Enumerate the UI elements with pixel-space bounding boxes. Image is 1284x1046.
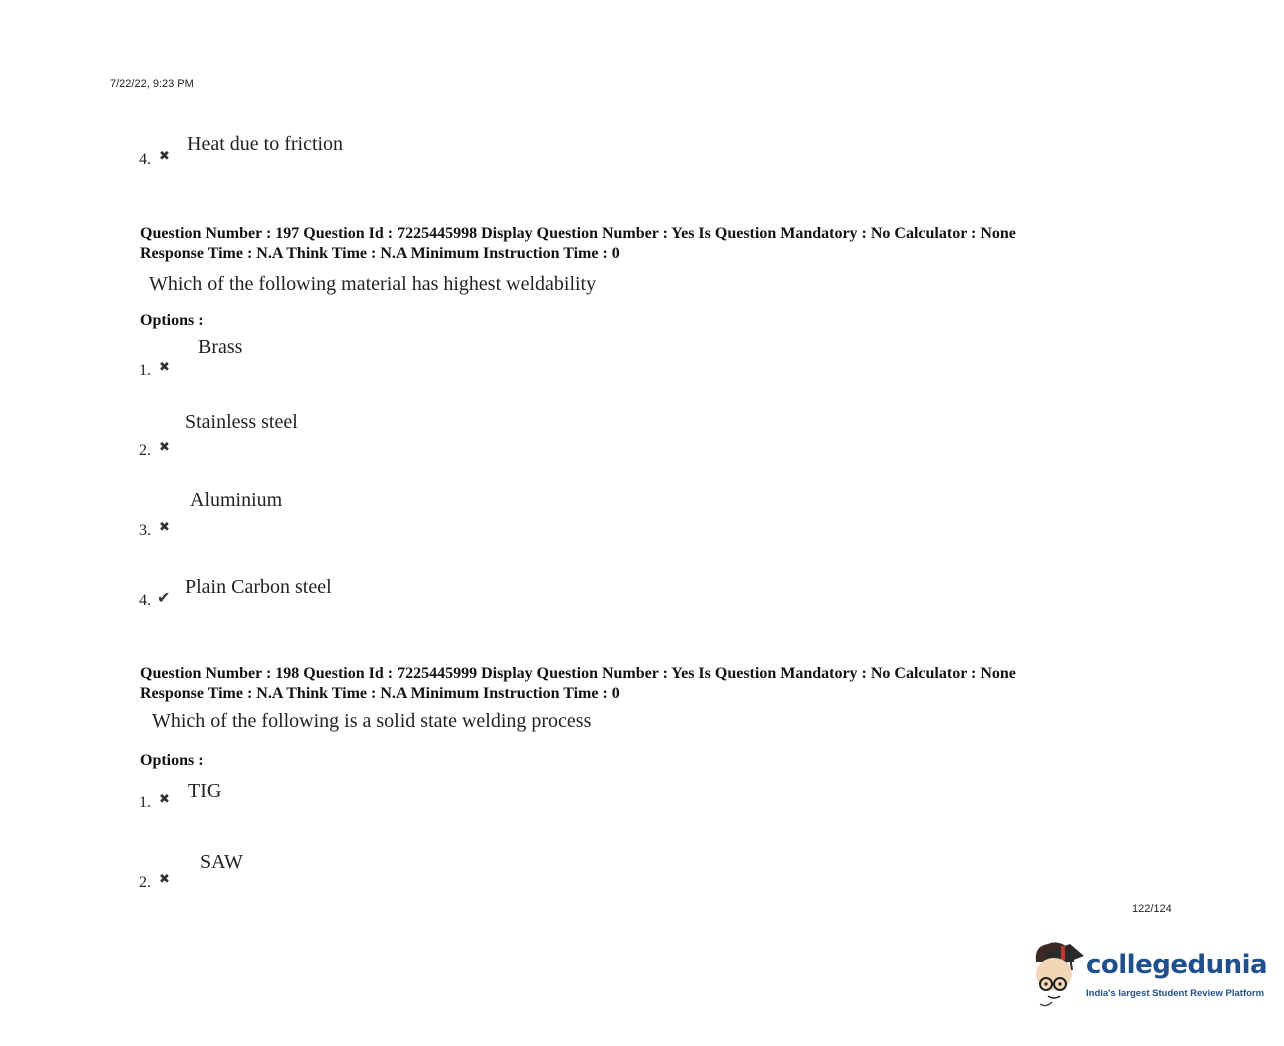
cross-icon: ✖ bbox=[159, 872, 170, 887]
option-number: 4. bbox=[139, 592, 151, 609]
option-text: Stainless steel bbox=[185, 411, 298, 433]
collegedunia-logo bbox=[1026, 940, 1268, 1010]
question-meta-line: Response Time : N.A Think Time : N.A Minimum Instruction Time : 0 bbox=[140, 245, 620, 262]
print-timestamp: 7/22/22, 9:23 PM bbox=[110, 78, 194, 90]
option-text: Brass bbox=[198, 336, 243, 358]
question-meta-line: Question Number : 198 Question Id : 7225445999 Display Question Number : Yes Is Question Mandatory : No Calculator : None bbox=[140, 665, 1016, 682]
question-text: Which of the following material has highest weldability bbox=[149, 273, 597, 295]
option-text: Heat due to friction bbox=[187, 133, 344, 155]
option-number: 4. bbox=[139, 151, 151, 168]
cross-icon: ✖ bbox=[159, 360, 170, 375]
logo-tagline: India's largest Student Review Platform bbox=[1086, 988, 1265, 999]
question-meta bbox=[140, 224, 1016, 264]
question-meta-line: Question Number : 197 Question Id : 7225445998 Display Question Number : Yes Is Question Mandatory : No Calculator : None bbox=[140, 225, 1016, 242]
option-text: Plain Carbon steel bbox=[185, 576, 332, 598]
cross-icon: ✖ bbox=[159, 440, 170, 455]
option-number: 2. bbox=[139, 442, 151, 459]
cross-icon: ✖ bbox=[159, 792, 170, 807]
question-text: Which of the following is a solid state welding process bbox=[152, 710, 592, 732]
option-text: Aluminium bbox=[190, 489, 283, 511]
check-icon: ✔ bbox=[157, 588, 171, 607]
option-text: SAW bbox=[200, 851, 243, 873]
option-number: 3. bbox=[139, 522, 151, 539]
question-meta-line: Response Time : N.A Think Time : N.A Minimum Instruction Time : 0 bbox=[140, 685, 620, 702]
question-meta bbox=[140, 664, 1016, 704]
cross-icon: ✖ bbox=[159, 520, 170, 535]
option-number: 2. bbox=[139, 874, 151, 891]
mascot-icon bbox=[1026, 940, 1086, 1010]
option-text: TIG bbox=[188, 780, 222, 802]
page-number: 122/124 bbox=[1132, 903, 1172, 915]
logo-title: collegedunia bbox=[1086, 950, 1268, 980]
options-label: Options : bbox=[140, 752, 204, 769]
option-number: 1. bbox=[139, 794, 151, 811]
option-number: 1. bbox=[139, 362, 151, 379]
cross-icon: ✖ bbox=[159, 149, 170, 164]
options-label: Options : bbox=[140, 312, 204, 329]
